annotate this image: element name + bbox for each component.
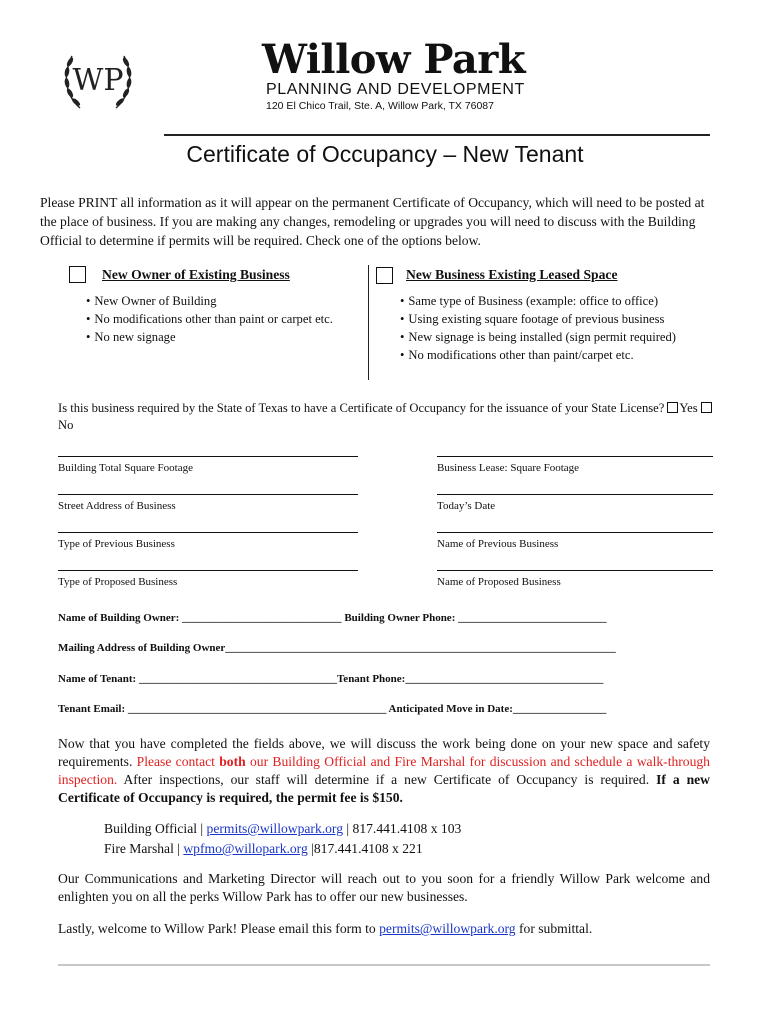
submittal-paragraph: Lastly, welcome to Willow Park! Please email this form to permits@willowpark.org for submittal. — [58, 921, 593, 936]
list-item: • No new signage — [86, 328, 333, 346]
tenant-email-field[interactable]: Tenant Email: _______________________________________________ — [58, 703, 387, 715]
mailing-address-field[interactable]: Mailing Address of Building Owner_______________________________________________________________________ — [58, 642, 616, 654]
submittal-email-link[interactable]: permits@willowpark.org — [379, 921, 516, 936]
tenant-contact-line[interactable] — [58, 703, 606, 715]
list-item: • No modifications other than paint or carpet etc. — [86, 310, 333, 328]
brand-name: Willow Park — [262, 36, 526, 83]
brand-subtitle: PLANNING AND DEVELOPMENT — [266, 81, 525, 98]
checkbox-yes[interactable] — [667, 402, 678, 413]
option-list-new-business — [400, 292, 676, 364]
field-label: Name of Previous Business — [437, 538, 559, 550]
owner-phone-field[interactable]: Building Owner Phone: ___________________________ — [344, 612, 607, 624]
svg-text:WP: WP — [72, 63, 124, 98]
checkbox-no[interactable] — [701, 402, 712, 413]
field-line-building-sqft[interactable] — [58, 456, 358, 457]
field-label: Business Lease: Square Footage — [437, 462, 580, 474]
list-item: • Same type of Business (example: office to office) — [400, 292, 676, 310]
willow-park-logo — [58, 38, 138, 118]
intro-paragraph: Please PRINT all information as it will appear on the permanent Certificate of Occupancy, which will need to be posted at the place of business. If you are making any changes, remodeling or upgrades you will need to discuss with the Building Official to determine if permits will be required. Check one of the options below. — [40, 195, 705, 248]
field-label: Type of Previous Business — [58, 538, 175, 550]
checkbox-new-business[interactable] — [376, 267, 393, 284]
field-line-proposed-name[interactable] — [437, 570, 713, 571]
fire-marshal-contact: Fire Marshal | wpfmo@willopark.org |817.441.4108 x 221 — [104, 841, 423, 856]
state-license-question: Is this business required by the State of Texas to have a Certificate of Occupancy for the issuance of your State License? YesNo — [58, 400, 718, 434]
footer-divider — [58, 964, 710, 966]
header-divider — [164, 134, 710, 136]
option-heading-new-owner: New Owner of Existing Business — [102, 267, 290, 282]
move-in-date-field[interactable]: Anticipated Move in Date:_________________ — [388, 703, 607, 715]
field-label: Street Address of Business — [58, 500, 176, 512]
field-label: Today’s Date — [437, 500, 496, 512]
field-label: Type of Proposed Business — [58, 576, 178, 588]
next-steps-paragraph: Now that you have completed the fields above, we will discuss the work being done on your new space and safety requirements. Please contact both our Building Official and Fire Marshal for discussion and schedule a walk-through inspection. After inspections, our staff will determine if a new Certificate of Occupancy is required. If a new Certificate of Occupancy is required, the permit fee is $150. — [58, 736, 710, 805]
tenant-info-line[interactable] — [58, 673, 603, 685]
brand-address: 120 El Chico Trail, Ste. A, Willow Park, TX 76087 — [266, 100, 494, 112]
fire-marshal-email-link[interactable]: wpfmo@willopark.org — [183, 841, 308, 856]
options-divider — [368, 265, 369, 380]
owner-info-line[interactable] — [58, 612, 607, 624]
field-line-lease-sqft[interactable] — [437, 456, 713, 457]
owner-name-field[interactable]: Name of Building Owner: _____________________________ — [58, 612, 342, 624]
page-title: Certificate of Occupancy – New Tenant — [186, 141, 584, 167]
field-label: Name of Proposed Business — [437, 576, 561, 588]
welcome-paragraph: Our Communications and Marketing Director will reach out to you soon for a friendly Willow Park welcome and enlighten you on all the perks Willow Park has to offer our new businesses. — [58, 871, 710, 904]
field-line-previous-name[interactable] — [437, 532, 713, 533]
tenant-phone-field[interactable]: Tenant Phone:____________________________________ — [336, 673, 604, 685]
tenant-name-field[interactable]: Name of Tenant: ____________________________________ — [58, 673, 337, 685]
field-line-previous-type[interactable] — [58, 532, 358, 533]
option-heading-new-business: New Business Existing Leased Space — [406, 267, 618, 282]
building-official-contact: Building Official | permits@willowpark.org | 817.441.4108 x 103 — [104, 821, 462, 836]
laurel-wreath-icon — [58, 38, 138, 118]
list-item: • Using existing square footage of previous business — [400, 310, 676, 328]
field-line-proposed-type[interactable] — [58, 570, 358, 571]
checkbox-new-owner[interactable] — [69, 266, 86, 283]
field-line-todays-date[interactable] — [437, 494, 713, 495]
list-item: • New signage is being installed (sign permit required) — [400, 328, 676, 346]
list-item: • New Owner of Building — [86, 292, 333, 310]
list-item: • No modifications other than paint/carpet etc. — [400, 346, 676, 364]
building-official-email-link[interactable]: permits@willowpark.org — [206, 821, 344, 836]
field-line-street-address[interactable] — [58, 494, 358, 495]
option-list-new-owner — [86, 292, 333, 346]
field-label: Building Total Square Footage — [58, 462, 193, 474]
